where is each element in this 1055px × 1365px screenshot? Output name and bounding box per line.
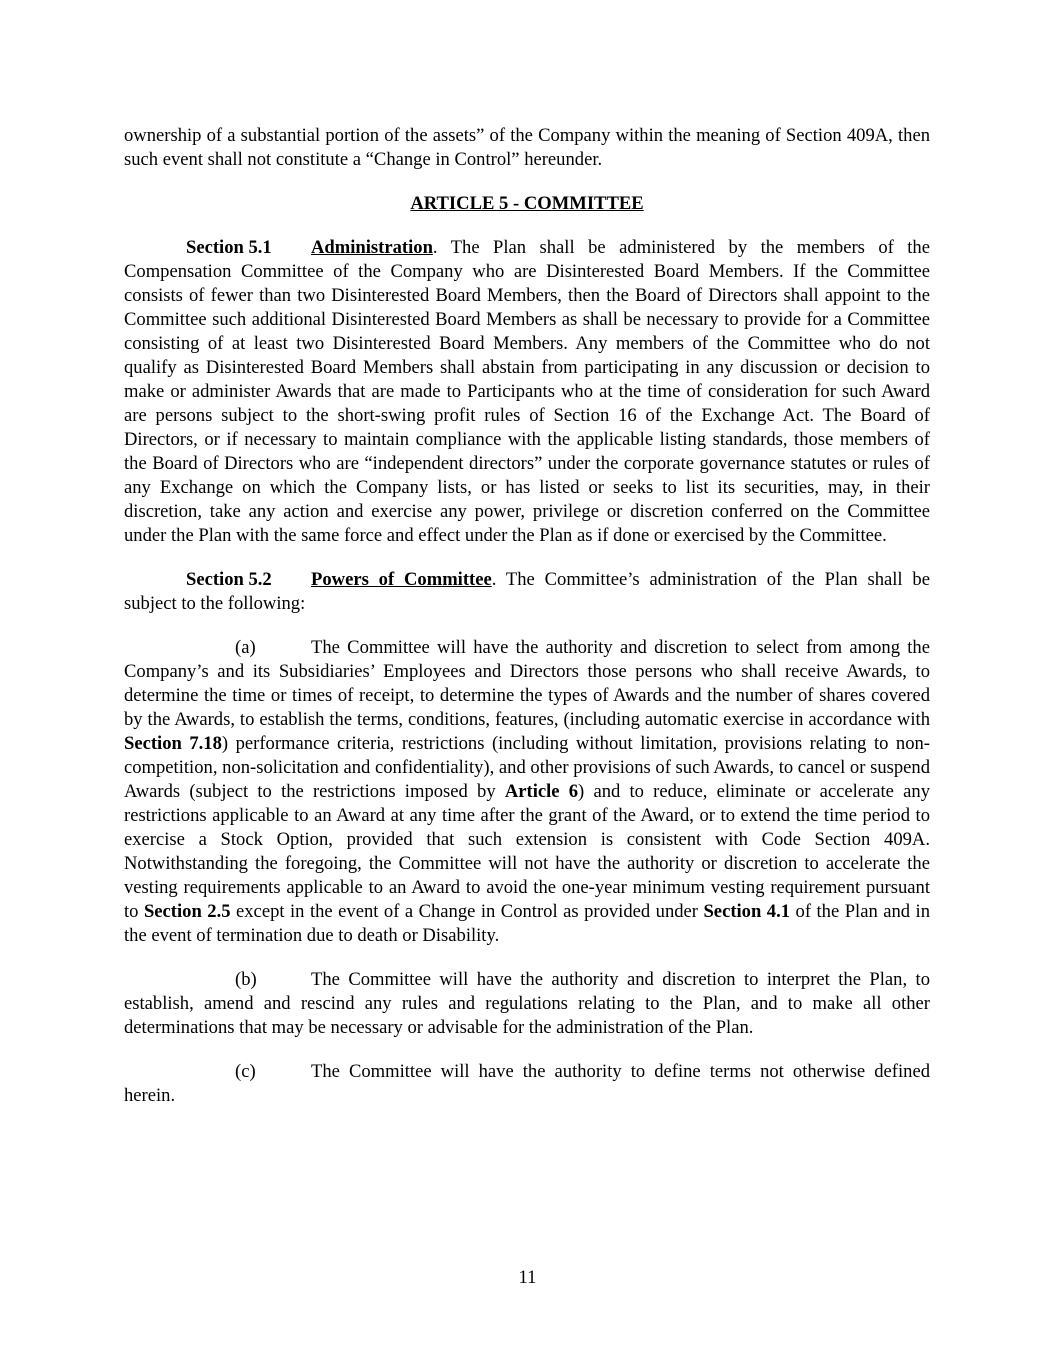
item-b-text: The Committee will have the authority and discretion to interpret the Plan, to establish, amend and rescind any rules and regulations relating to the Plan, and to make all other determinations that may be necessary or advisable for the administration of the Plan. — [124, 969, 930, 1038]
item-a-ref-section-7-18: Section 7.18 — [124, 733, 222, 754]
item-b-label: (b) — [235, 969, 257, 990]
intro-paragraph: ownership of a substantial portion of the assets” of the Company within the meaning of Section 409A, then such event shall not constitute a “Change in Control” hereunder. — [124, 125, 930, 170]
item-a-ref-section-2-5: Section 2.5 — [143, 901, 231, 922]
section-5-1-title-suffix: . — [432, 237, 438, 258]
section-5-1-label: Section 5.1 — [186, 237, 272, 258]
item-c-text: The Committee will have the authority to define terms not otherwise defined herein. — [124, 1061, 930, 1106]
item-c-paragraph — [124, 1060, 930, 1108]
section-5-1-body: The Plan shall be administered by the members of the Compensation Committee of the Company who are Disinterested Board Members. If the Committee consists of fewer than two Disinterested Board Members, then the Board of Directors shall appoint to the Committee such additional Disinterested Board Members as shall be necessary to provide for a Committee consisting of at least two Disinterested Board Members. Any members of the Committee who do not qualify as Disinterested Board Members shall abstain from participating in any discussion or decision to make or administer Awards that are made to Participants who at the time of consideration for such Award are persons subject to the short-swing profit rules of Section 16 of the Exchange Act. The Board of Directors, or if necessary to maintain compliance with the applicable listing standards, those members of the Board of Directors who are “independent directors” under the corporate governance statutes or rules of any Exchange on which the Company lists, or has listed or seeks to list its securities, may, in their discretion, take any action and exercise any power, privilege or discretion conferred on the Committee under the Plan with the same force and effect under the Plan as if done or exercised by the Committee. — [124, 237, 930, 546]
item-a-text-5: of the Plan and in the event of termination due to death or Disability. — [124, 901, 931, 946]
page-number: 11 — [518, 1267, 537, 1288]
item-a-label: (a) — [235, 637, 256, 658]
item-b-paragraph — [124, 968, 930, 1040]
item-a-text-3: ) and to reduce, eliminate or accelerate any restrictions applicable to an Award at any time after the grant of the Award, or to extend the time period to exercise a Stock Option, provided that such extension is consistent with Code Section 409A. Notwithstanding the foregoing, the Committee will not have the authority or discretion to accelerate the vesting requirements applicable to an Award to avoid the one-year minimum vesting requirement pursuant to — [124, 781, 930, 922]
item-c-label: (c) — [235, 1061, 256, 1082]
item-a-text-2: ) performance criteria, restrictions (including without limitation, provisions relating to non-competition, non-solicitation and confidentiality), and other provisions of such Awards, to cancel or suspend Awards (subject to the restrictions imposed by — [124, 733, 930, 802]
item-a-paragraph — [124, 636, 930, 948]
section-5-2-paragraph — [124, 568, 930, 616]
article-heading: ARTICLE 5 - COMMITTEE — [410, 193, 644, 214]
section-5-1-paragraph — [124, 236, 930, 548]
section-5-1-title: Administration — [311, 237, 433, 258]
item-a-ref-article-6: Article 6 — [504, 781, 579, 802]
document-page — [124, 124, 930, 1128]
section-5-2-title: Powers of Committee — [311, 569, 492, 590]
item-a-text-4: except in the event of a Change in Control as provided under — [230, 901, 704, 922]
section-5-2-body: The Committee’s administration of the Plan shall be subject to the following: — [124, 569, 930, 614]
section-5-2-title-suffix: . — [491, 569, 497, 590]
item-a-ref-section-4-1: Section 4.1 — [703, 901, 791, 922]
section-5-2-label: Section 5.2 — [186, 569, 272, 590]
item-a-text-1: The Committee will have the authority and discretion to select from among the Company’s and its Subsidiaries’ Employees and Directors those persons who shall receive Awards, to determine the time or times of receipt, to determine the types of Awards and the number of shares covered by the Awards, to establish the terms, conditions, features, (including automatic exercise in accordance with — [124, 637, 930, 730]
